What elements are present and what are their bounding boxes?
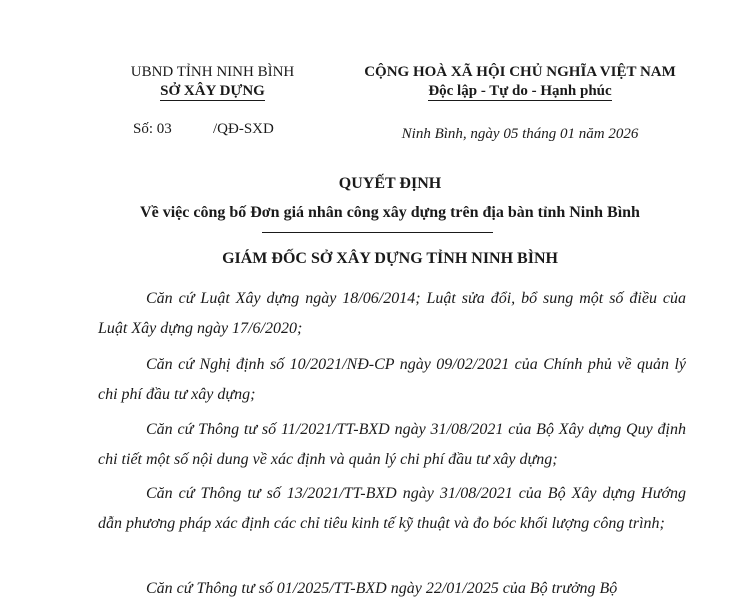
country-name: CỘNG HOÀ XÃ HỘI CHỦ NGHĨA VIỆT NAM <box>364 64 676 80</box>
document-number-prefix: Số: 03 <box>133 121 172 137</box>
department-name-text: SỞ XÂY DỰNG <box>160 83 265 99</box>
subject-underline <box>262 232 493 233</box>
place-and-date: Ninh Bình, ngày 05 tháng 01 năm 2026 <box>401 126 639 142</box>
legal-basis-paragraph: Căn cứ Nghị định số 10/2021/NĐ-CP ngày 09/02/2021 của Chính phủ về quản lý chi phí đầu tư xây dựng; <box>98 356 686 403</box>
national-motto <box>330 83 710 100</box>
legal-basis-paragraph: Căn cứ Luật Xây dựng ngày 18/06/2014; Luật sửa đổi, bổ sung một số điều của Luật Xây dựng ngày 17/6/2020; <box>98 290 686 337</box>
agency-name: UBND TỈNH NINH BÌNH <box>130 64 295 80</box>
legal-basis-paragraph: Căn cứ Thông tư số 11/2021/TT-BXD ngày 31/08/2021 của Bộ Xây dựng Quy định chi tiết một số nội dung về xác định và quản lý chi phí đầu tư xây dựng; <box>98 421 686 468</box>
document-number-suffix: /QĐ-SXD <box>213 121 274 137</box>
legal-basis-paragraph: Căn cứ Thông tư số 01/2025/TT-BXD ngày 22/01/2025 của Bộ trưởng Bộ <box>146 580 618 597</box>
document-type: QUYẾT ĐỊNH <box>338 175 442 192</box>
department-name <box>105 83 320 100</box>
national-motto-text: Độc lập - Tự do - Hạnh phúc <box>428 83 612 99</box>
document-subject: Về việc công bố Đơn giá nhân công xây dựng trên địa bàn tỉnh Ninh Bình <box>140 204 640 221</box>
issuing-authority: GIÁM ĐỐC SỞ XÂY DỰNG TỈNH NINH BÌNH <box>222 250 558 267</box>
legal-basis-paragraph: Căn cứ Thông tư số 13/2021/TT-BXD ngày 31/08/2021 của Bộ Xây dựng Hướng dẫn phương pháp xác định các chỉ tiêu kinh tế kỹ thuật và đo bóc khối lượng công trình; <box>98 485 686 532</box>
